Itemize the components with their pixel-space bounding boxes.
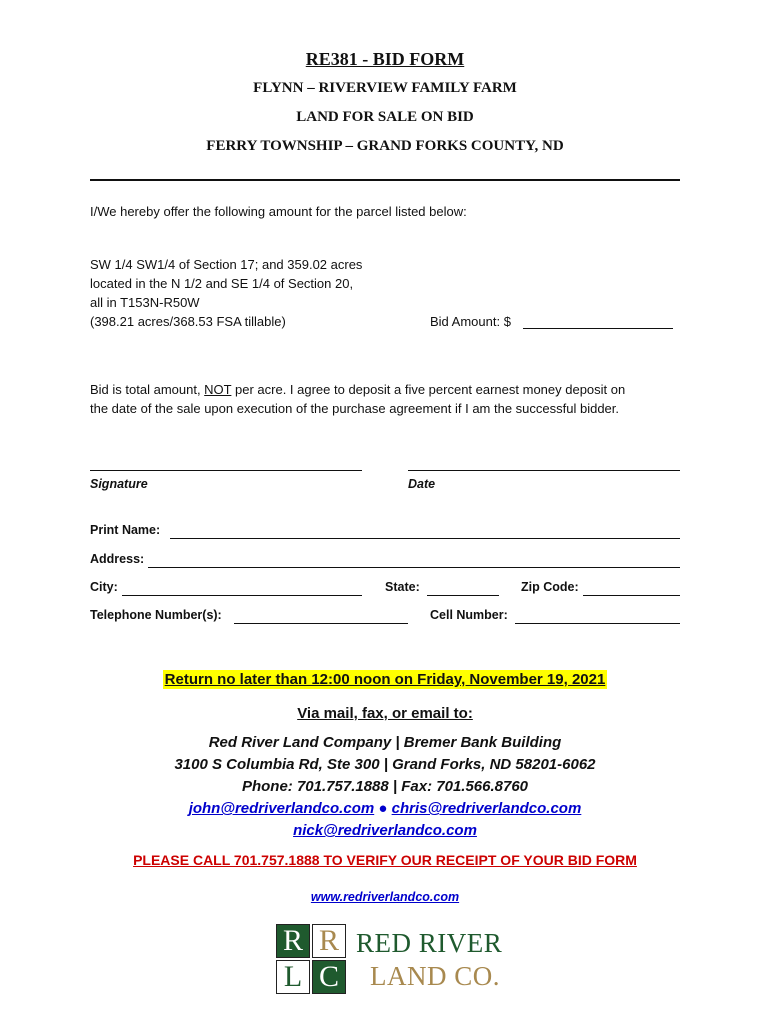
terms-line: Bid is total amount, NOT per acre. I agree to deposit a five percent earnest money deposit on (90, 382, 626, 397)
phone-fax-line: Phone: 701.757.1888 | Fax: 701.566.8760 (241, 778, 529, 795)
website-link[interactable]: www.redriverlandco.com (310, 890, 460, 904)
return-deadline: Return no later than 12:00 noon on Friday, November 19, 2021 (164, 671, 606, 688)
bid-amount-field[interactable] (523, 328, 673, 329)
terms-text (90, 380, 690, 418)
logo-letter-r2: R (312, 924, 346, 958)
email-link-chris[interactable]: chris@redriverlandco.com (391, 800, 582, 817)
via-heading: Via mail, fax, or email to: (297, 705, 473, 722)
parcel-description (90, 255, 362, 331)
parcel-line: (398.21 acres/368.53 FSA tillable) (90, 314, 286, 329)
form-title: RE381 - BID FORM (305, 49, 465, 69)
cell-field[interactable] (515, 623, 680, 624)
website-block (0, 890, 770, 904)
telephone-field[interactable] (234, 623, 408, 624)
company-address (0, 732, 770, 842)
parcel-line: located in the N 1/2 and SE 1/4 of Section 20, (90, 276, 354, 291)
state-field[interactable] (427, 595, 499, 596)
deadline-block (0, 671, 770, 688)
cell-label: Cell Number: (430, 608, 508, 622)
signature-label: Signature (90, 477, 148, 491)
sale-type: LAND FOR SALE ON BID (296, 109, 474, 125)
farm-name: FLYNN – RIVERVIEW FAMILY FARM (253, 80, 517, 96)
company-line: Red River Land Company | Bremer Bank Building (208, 734, 562, 751)
header-divider (90, 179, 680, 181)
zip-label: Zip Code: (521, 580, 579, 594)
email-link-john[interactable]: john@redriverlandco.com (188, 800, 375, 817)
city-label: City: (90, 580, 118, 594)
date-field[interactable] (408, 470, 680, 471)
logo-name-line2: LAND CO. (370, 961, 500, 991)
verify-notice: PLEASE CALL 701.757.1888 TO VERIFY OUR RECEIPT OF YOUR BID FORM (133, 852, 637, 868)
telephone-label: Telephone Number(s): (90, 608, 222, 622)
intro-text: I/We hereby offer the following amount for the parcel listed below: (90, 204, 467, 219)
date-label: Date (408, 477, 436, 491)
address-field[interactable] (148, 567, 680, 568)
bid-amount-label: Bid Amount: $ (430, 314, 511, 329)
not-emphasis: NOT (204, 382, 232, 397)
print-name-field[interactable] (170, 538, 680, 539)
street-line: 3100 S Columbia Rd, Ste 300 | Grand Forks, ND 58201-6062 (174, 756, 596, 773)
logo-letter-c: C (312, 960, 346, 994)
email-link-nick[interactable]: nick@redriverlandco.com (293, 822, 477, 839)
location: FERRY TOWNSHIP – GRAND FORKS COUNTY, ND (206, 138, 564, 154)
city-field[interactable] (122, 595, 362, 596)
address-label: Address: (90, 552, 145, 566)
state-label: State: (385, 580, 420, 594)
terms-line: the date of the sale upon execution of the purchase agreement if I am the successful bidder. (90, 401, 620, 416)
zip-field[interactable] (583, 595, 680, 596)
parcel-line: all in T153N-R50W (90, 295, 200, 310)
company-logo (276, 924, 506, 996)
print-name-label: Print Name: (90, 523, 161, 537)
logo-letter-r1: R (276, 924, 310, 958)
logo-letter-l: L (276, 960, 310, 994)
bullet-separator: ● (374, 800, 392, 817)
verify-block (0, 852, 770, 870)
parcel-line: SW 1/4 SW1/4 of Section 17; and 359.02 acres (90, 257, 363, 272)
email-line (0, 798, 770, 820)
logo-name-line1: RED RIVER (356, 928, 503, 958)
signature-field[interactable] (90, 470, 362, 471)
